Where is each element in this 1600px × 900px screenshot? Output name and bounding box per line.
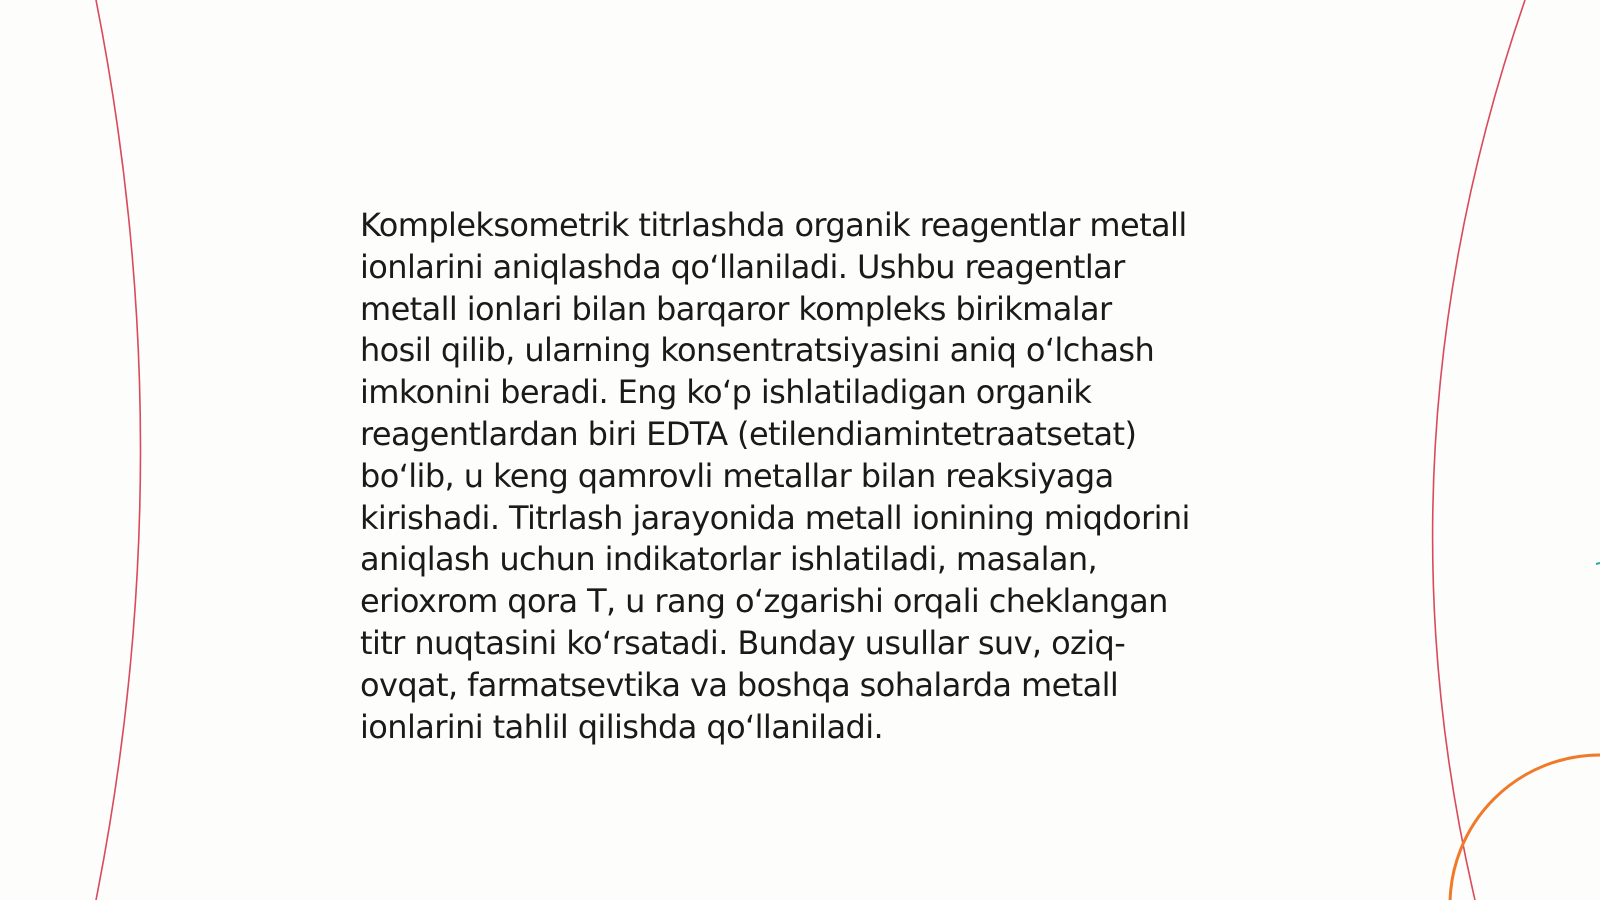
paragraph-line: titr nuqtasini koʻrsatadi. Bunday usullar suv, oziq- [360,623,1126,662]
paragraph-line: reagentlardan biri EDTA (etilendiamintetraatsetat) [360,414,1137,453]
paragraph-line: ionlarini tahlil qilishda qoʻllaniladi. [360,707,884,746]
right-arc-line [1433,0,1525,900]
paragraph-line: Kompleksometrik titrlashda organik reagentlar metall [360,206,1187,244]
paragraph-line: ionlarini aniqlashda qoʻllaniladi. Ushbu reagentlar [360,247,1125,286]
paragraph-line: erioxrom qora T, u rang oʻzgarishi orqali cheklangan [360,582,1168,621]
paragraph-line: imkonini beradi. Eng koʻp ishlatiladigan organik [360,373,1092,412]
paragraph-line: aniqlash uchun indikatorlar ishlatiladi, masalan, [360,540,1098,579]
teal-accent-mark [1596,563,1600,564]
left-arc-line [96,0,141,900]
paragraph-line: hosil qilib, ularning konsentratsiyasini aniq oʻlchash [360,331,1155,370]
paragraph-line: kirishadi. Titrlash jarayonida metall ionining miqdorini [360,498,1190,537]
orange-arc [1450,755,1600,900]
paragraph-line: boʻlib, u keng qamrovli metallar bilan reaksiyaga [360,456,1114,495]
paragraph-line: ovqat, farmatsevtika va boshqa sohalarda metall [360,665,1119,704]
body-paragraph [360,205,1250,748]
paragraph-line: metall ionlari bilan barqaror kompleks birikmalar [360,289,1112,328]
